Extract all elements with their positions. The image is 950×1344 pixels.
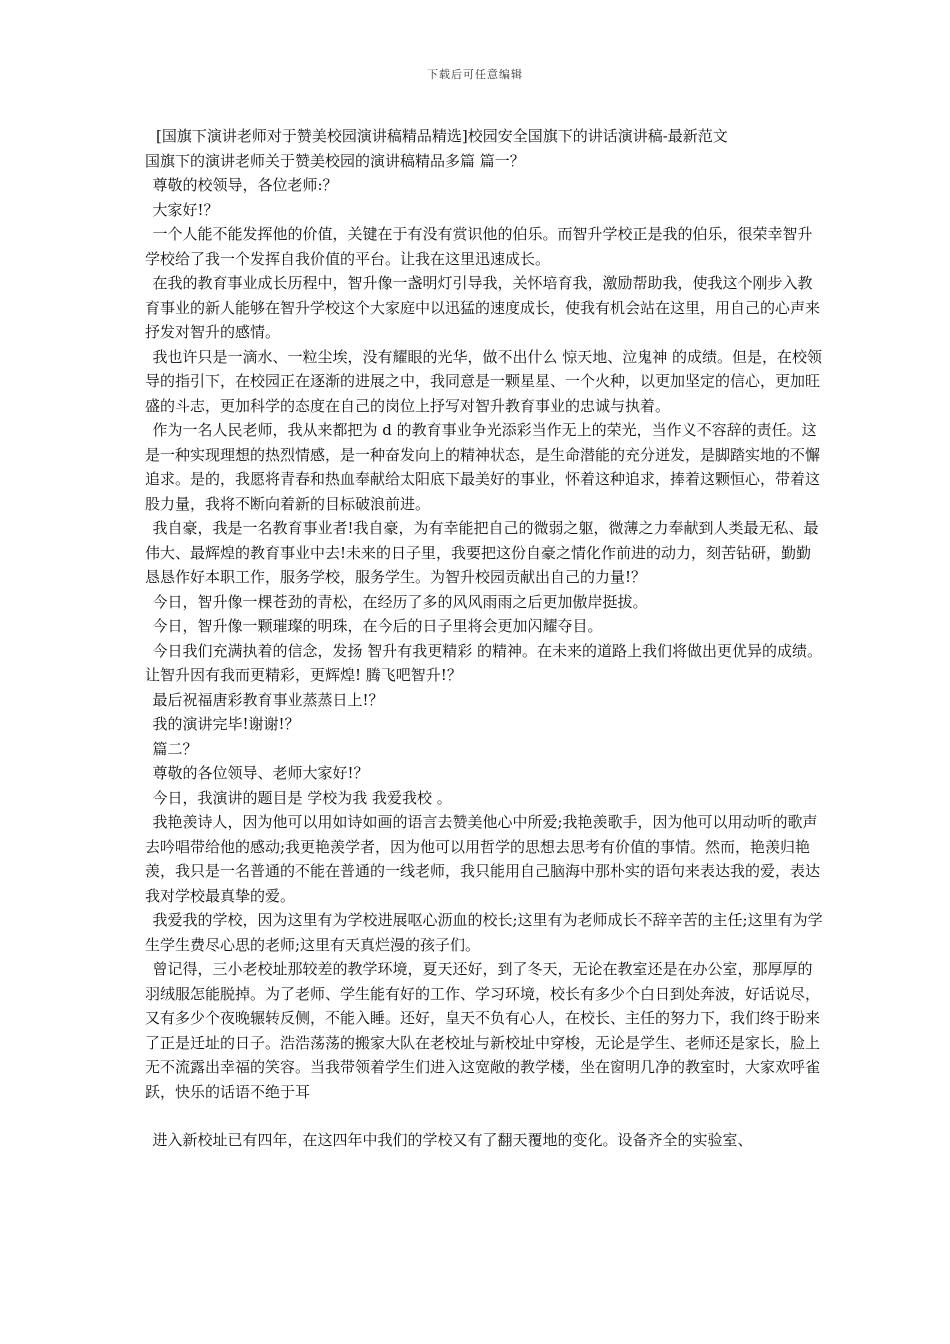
paragraph: 我的演讲完毕!谢谢!？ [152, 715, 300, 733]
paragraph: 一个人能不能发挥他的价值，关键在于有没有赏识他的伯乐。而智升学校正是我的伯乐，很荣幸智升学校给了我一个发挥自我价值的平台。让我在这里迅速成长。 [145, 225, 813, 268]
paragraph: 在我的教育事业成长历程中，智升像一盏明灯引导我，关怀培育我，激励帮助我，使我这个刚步入教育事业的新人能够在智升学校这个大家庭中以迅猛的速度成长，使我有机会站在这里，用自己的心声来抒发对智升的感情。 [145, 274, 821, 341]
paragraph: 曾记得，三小老校址那较差的教学环境，夏天还好，到了冬天，无论在教室还是在办公室，那厚厚的羽绒服怎能脱掉。为了老师、学生能有好的工作、学习环境，校长有多少个白日到处奔波，好话说尽，又有多少个夜晚辗转反侧，不能入睡。还好，皇天不负有心人，在校长、主任的努力下，我们终于盼来了正是迁址的日子。浩浩荡荡的搬家大队在老校址与新校址中穿梭，无论是学生、老师还是家长，脸上无不流露出幸福的笑容。当我带领着学生们进入这宽敞的教学楼，坐在窗明几净的教室时，大家欢呼雀跃，快乐的话语不绝于耳 [145, 960, 821, 1101]
document-body [145, 124, 825, 1153]
paragraph: 尊敬的校领导，各位老师:？ [152, 176, 338, 194]
paragraph: 我自豪，我是一名教育事业者!我自豪，为有幸能把自己的微弱之躯，微薄之力奉献到人类最无私、最伟大、最辉煌的教育事业中去!未来的日子里，我要把这份自豪之情化作前进的动力，刻苦钻研，勤勤恳恳作好本职工作，服务学校，服务学生。为智升校园贡献出自己的力量!？ [145, 519, 819, 586]
paragraph: 今日，我演讲的题目是 学校为我 我爱我校 。 [152, 788, 452, 807]
paragraph: 大家好!？ [152, 200, 219, 219]
paragraph: 我艳羡诗人，因为他可以用如诗如画的语言去赞美他心中所爱;我艳羡歌手，因为他可以用动听的歌声去吟唱带给他的感动;我更艳羡学者，因为他可以用哲学的思想去思考有价值的事情。然而，艳羡归艳羡，我只是一名普通的不能在普通的一线老师，我只能用自己脑海中那朴实的语句来表达我的爱，表达我对学校最真挚的爱。 [145, 813, 821, 905]
paragraph-continued: 进入新校址已有四年，在这四年中我们的学校又有了翻天覆地的变化。设备齐全的实验室、 [152, 1131, 753, 1149]
paragraph: 最后祝福唐彩教育事业蒸蒸日上!？ [152, 690, 384, 709]
paragraph: 今日我们充满执着的信念，发扬 智升有我更精彩 的精神。在未来的道路上我们将做出更优异的成绩。让智升因有我而更精彩，更辉煌! 腾飞吧智升!？ [145, 641, 823, 684]
paragraph: 我爱我的学校，因为这里有为学校进展呕心沥血的校长;这里有为老师成长不辞辛苦的主任;这里有为学生学生费尽心思的老师;这里有天真烂漫的孩子们。 [145, 911, 823, 954]
document-title: [国旗下演讲老师对于赞美校园演讲稿精品精选]校园安全国旗下的讲话演讲稿-最新范文 [156, 127, 728, 145]
paragraph: 我也许只是一滴水、一粒尘埃，没有耀眼的光华，做不出什么 惊天地、泣鬼神 的成绩。但是，在校领导的指引下，在校园正在逐渐的进展之中，我同意是一颗星星、一个火种，以更加坚定的信心，更加旺盛的斗志，更加科学的态度在自己的岗位上抒写对智升教育事业的忠诚与执着。 [145, 347, 823, 415]
page-header: 下载后可任意编辑 [427, 68, 523, 81]
paragraph: 今日，智升像一颗璀璨的明珠，在今后的日子里将会更加闪耀夺目。 [152, 617, 603, 635]
paragraph: 尊敬的各位领导、老师大家好!？ [152, 764, 369, 782]
paragraph: 作为一名人民老师，我从来都把为 d 的教育事业争光添彩当作无上的荣光，当作义不容辞的责任。这是一种实现理想的热烈情感，是一种奋发向上的精神状态，是生命潜能的充分迸发，是脚踏实地的不懈追求。是的，我愿将青春和热血奉献给太阳底下最美好的事业，怀着这种追求，捧着这颗恒心，带着这股力量，我将不断向着新的目标破浪前进。 [145, 421, 821, 513]
paragraph: 今日，智升像一棵苍劲的青松，在经历了多的风风雨雨之后更加傲岸挺拔。 [152, 592, 648, 611]
document-subtitle: 国旗下的演讲老师关于赞美校园的演讲稿精品多篇 篇一？ [145, 151, 525, 170]
section-heading: 篇二？ [152, 739, 198, 758]
